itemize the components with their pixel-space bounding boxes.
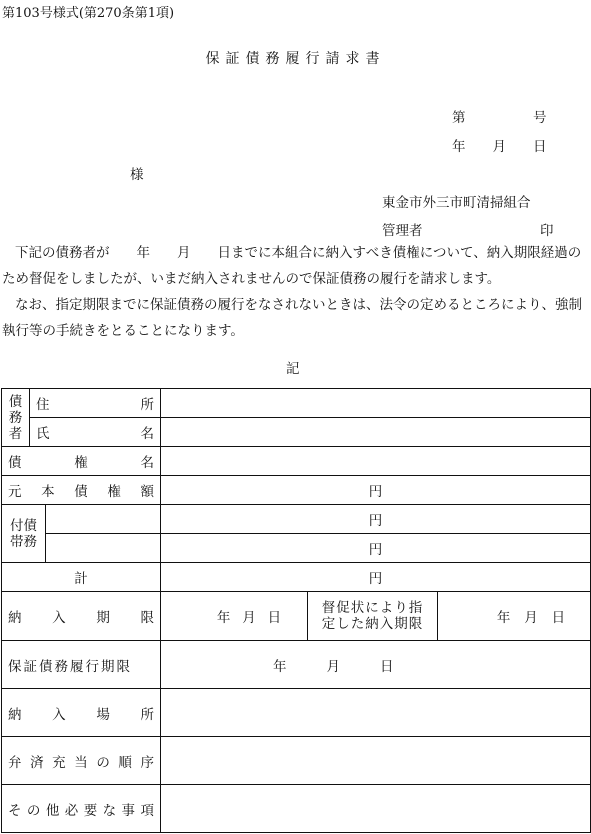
reminder-date-field[interactable] (438, 592, 591, 641)
label-char: 納 (8, 706, 22, 723)
address-field[interactable] (161, 389, 591, 418)
yen-unit: 円 (368, 542, 383, 558)
name-label (30, 418, 161, 447)
label-char: 納 (8, 610, 22, 626)
name-row (2, 418, 591, 447)
label-char: 住 (36, 397, 50, 413)
label-char: 入 (52, 706, 66, 723)
payment-place-field[interactable] (161, 689, 591, 737)
label-char: 要 (83, 802, 98, 819)
label-char: 他 (45, 802, 60, 819)
total-row (2, 563, 591, 592)
label-char: 当 (74, 754, 88, 771)
yen-unit: 円 (368, 484, 383, 500)
reminder-label-line: 督促状により指 (321, 600, 424, 616)
document-number: 第 号 (452, 110, 547, 126)
label-char: 名 (140, 455, 154, 471)
label-char: 場 (96, 706, 110, 723)
other-items-label (2, 785, 161, 833)
date-char: 月 (524, 610, 538, 626)
label-char: そ (8, 802, 22, 819)
debtor-label (2, 389, 30, 447)
guarantee-period-row (2, 641, 591, 689)
label-char: 名 (140, 426, 154, 442)
guarantee-period-field[interactable] (161, 641, 591, 689)
label-char: 事 (121, 802, 136, 819)
body-text (2, 240, 591, 344)
seal-mark: 印 (540, 223, 554, 239)
debtor-label-char: 務 (8, 409, 23, 426)
total-label-text: 計 (74, 571, 88, 587)
date-char: 年 (216, 610, 231, 626)
date-char: 月 (326, 658, 340, 675)
notice-paragraph: なお、指定期限までに保証債務の履行をなされないときは、法令の定めるところにより、強制執行等の手続きをとることになります。 (2, 297, 582, 339)
label-char: 済 (30, 754, 44, 771)
label-char: 入 (52, 610, 66, 626)
organization-name: 東金市外三市町清掃組合 (382, 195, 531, 211)
creditor-name-row (2, 447, 591, 476)
principal-amount-field[interactable] (161, 476, 591, 505)
label-char: 所 (140, 706, 154, 723)
attached-row-2 (2, 534, 591, 563)
payment-place-label (2, 689, 161, 737)
attached-row-1 (2, 505, 591, 534)
label-char: 限 (140, 610, 154, 626)
allocation-order-label (2, 737, 161, 785)
label-char: 必 (64, 802, 79, 819)
attached-item-field[interactable] (46, 534, 161, 563)
reminder-deadline-label (308, 592, 438, 641)
addressee-suffix: 様 (130, 167, 144, 183)
form-number: 第103号様式(第270条第1項) (2, 6, 175, 21)
label-char: 所 (140, 397, 154, 413)
creditor-name-field[interactable] (161, 447, 591, 476)
label-char: 項 (140, 802, 154, 819)
label-char: 順 (118, 754, 132, 771)
other-items-row (2, 785, 591, 833)
attached-label-line: 付債 (10, 517, 37, 534)
debtor-label-char: 債 (8, 393, 23, 410)
label-char: 権 (107, 484, 121, 500)
label-char: な (102, 802, 117, 819)
reminder-label-line: 定した納入期限 (321, 616, 424, 632)
principal-row (2, 476, 591, 505)
debtor-label-char: 者 (8, 425, 23, 442)
yen-unit: 円 (368, 571, 383, 587)
creditor-name-label (2, 447, 161, 476)
total-label (2, 563, 161, 592)
total-amount-field[interactable] (161, 563, 591, 592)
label-char: 本 (41, 484, 55, 500)
deadline-label (2, 592, 161, 641)
allocation-order-row (2, 737, 591, 785)
attached-item-field[interactable] (46, 505, 161, 534)
address-label (30, 389, 161, 418)
label-char: 元 (8, 484, 22, 500)
payment-place-row (2, 689, 591, 737)
label-char: 氏 (36, 426, 50, 442)
address-row (2, 389, 591, 418)
guarantee-period-label (2, 641, 161, 689)
label-char: の (26, 802, 41, 819)
date-char: 年 (496, 610, 511, 626)
label-char: の (96, 754, 110, 771)
date-char: 日 (551, 610, 566, 626)
label-char: 弁 (8, 754, 22, 771)
deadline-row (2, 592, 591, 641)
attached-amount-field[interactable] (161, 505, 591, 534)
name-field[interactable] (161, 418, 591, 447)
label-char: 債 (8, 455, 22, 471)
deadline-date-field[interactable] (161, 592, 308, 641)
label-char: 期 (96, 610, 110, 626)
attached-label-line: 帯務 (10, 533, 37, 550)
label-char: 額 (140, 484, 154, 500)
label-char: 権 (74, 455, 88, 471)
guarantee-period-text: 保証債務履行期限 (8, 658, 132, 675)
other-items-field[interactable] (161, 785, 591, 833)
document-date: 年 月 日 (452, 139, 547, 155)
date-char: 月 (242, 610, 256, 626)
request-paragraph: 下記の債務者が 年 月 日までに本組合に納入すべき債権について、納入期限経過のため督促をしましたが、いまだ納入されませんので保証債務の履行を請求します。 (2, 245, 582, 287)
claim-table (1, 388, 591, 833)
label-char: 債 (74, 484, 88, 500)
date-char: 日 (267, 610, 282, 626)
principal-label (2, 476, 161, 505)
label-char: 充 (52, 754, 66, 771)
ki-heading: 記 (286, 361, 300, 377)
document-title: 保証債務履行請求書 (205, 51, 386, 67)
date-char: 年 (273, 658, 287, 675)
yen-unit: 円 (368, 513, 383, 529)
attached-amount-field[interactable] (161, 534, 591, 563)
manager-title: 管理者 (382, 223, 423, 239)
date-char: 日 (380, 658, 394, 675)
attached-debt-label (2, 505, 46, 563)
label-char: 序 (140, 754, 154, 771)
allocation-order-field[interactable] (161, 737, 591, 785)
